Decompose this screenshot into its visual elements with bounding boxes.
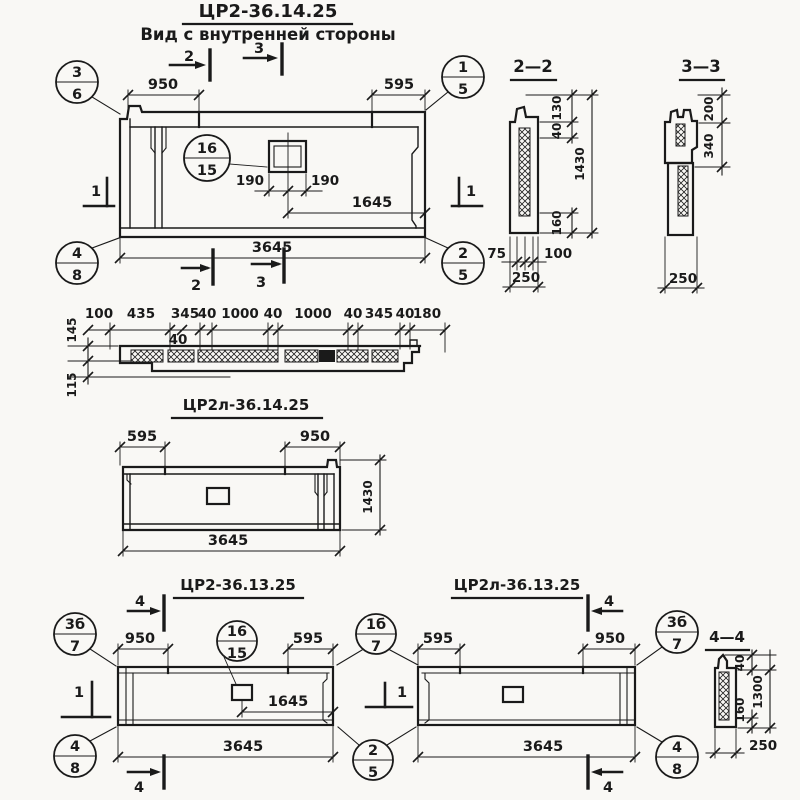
dim-text: 950 xyxy=(594,631,626,647)
balloon-sheet: 7 xyxy=(671,637,683,653)
insulation-hatch xyxy=(719,672,729,720)
balloon-sheet: 8 xyxy=(671,762,683,778)
dim-text: 40 xyxy=(395,306,415,322)
dim-text: 3645 xyxy=(222,739,264,755)
dim-text: 190 xyxy=(311,173,340,189)
main-title: ЦР2-36.14.25 xyxy=(198,1,338,22)
dim-text: 115 xyxy=(65,372,79,398)
dim-text: 100 xyxy=(84,306,114,322)
section-mark-label: 1 xyxy=(396,685,408,701)
dim-text: 1430 xyxy=(361,480,375,514)
balloon-sheet: 15 xyxy=(226,646,248,662)
dim-text: 3645 xyxy=(251,240,293,256)
balloon-number: 2 xyxy=(367,743,379,759)
section-mark-label: 1 xyxy=(73,685,85,701)
balloon-number: 4 xyxy=(71,246,83,262)
section-mark-label: 4 xyxy=(603,594,615,610)
dim-text: 40 xyxy=(343,306,363,322)
section-mark-label: 4 xyxy=(134,594,146,610)
section-title: 3—3 xyxy=(681,57,721,76)
section-mark-label: 3 xyxy=(255,275,267,291)
view-title: ЦР2л-36.13.25 xyxy=(453,576,581,594)
dim-text: 250 xyxy=(668,271,698,287)
balloon-sheet: 15 xyxy=(196,163,218,179)
balloon-sheet: 8 xyxy=(69,761,81,777)
view-title: ЦР2-36.13.25 xyxy=(180,576,296,594)
section-mark-label: 2 xyxy=(190,278,202,294)
dim-text: 190 xyxy=(235,173,264,189)
balloon-sheet: 5 xyxy=(457,82,469,98)
balloon-number: 3 xyxy=(71,65,83,81)
dim-text: 345 xyxy=(170,306,200,322)
dim-text: 1000 xyxy=(294,306,332,322)
solid-insert xyxy=(319,350,335,362)
balloon-sheet: 7 xyxy=(370,639,382,655)
dim-text: 1000 xyxy=(221,306,259,322)
view-title: ЦР2л-36.14.25 xyxy=(182,396,310,414)
dim-text: 595 xyxy=(383,77,415,93)
dim-text: 3645 xyxy=(207,533,249,549)
insulation-hatch xyxy=(519,128,530,216)
section-title: 4—4 xyxy=(709,628,745,646)
balloon-number: 4 xyxy=(671,740,683,756)
dim-text: 595 xyxy=(422,631,454,647)
dim-text: 950 xyxy=(299,429,331,445)
dim-text: 160 xyxy=(550,210,564,236)
dim-text: 595 xyxy=(292,631,324,647)
balloon-sheet: 6 xyxy=(71,87,83,103)
dim-text: 345 xyxy=(364,306,394,322)
dim-text: 340 xyxy=(702,133,716,159)
section-mark-label: 3 xyxy=(253,41,265,57)
balloon-number: 16 xyxy=(196,141,218,157)
balloon-sheet: 5 xyxy=(367,765,379,781)
dim-text: 1645 xyxy=(351,195,393,211)
balloon-sheet: 5 xyxy=(457,268,469,284)
balloon-number: 2 xyxy=(457,246,469,262)
section-mark-label: 4 xyxy=(133,780,145,796)
dim-text: 75 xyxy=(487,246,506,262)
dim-text: 40 xyxy=(197,306,217,322)
dim-text: 40 xyxy=(263,306,283,322)
balloon-sheet: 7 xyxy=(69,639,81,655)
dim-text: 100 xyxy=(544,246,573,262)
insulation-hatch-lower xyxy=(678,166,688,216)
dim-text: 950 xyxy=(147,77,179,93)
section-mark-label: 1 xyxy=(90,184,102,200)
dim-text: 3645 xyxy=(522,739,564,755)
dim-text: 40 xyxy=(733,654,747,672)
dim-text: 250 xyxy=(749,738,778,754)
insulation-hatch-upper xyxy=(676,124,685,146)
dim-text-sub: 40 xyxy=(168,332,188,348)
dim-text: 160 xyxy=(733,697,747,723)
section-mark-label: 1 xyxy=(465,184,477,200)
balloon-number: 16 xyxy=(226,624,248,640)
dim-text: 595 xyxy=(126,429,158,445)
balloon-number: 3б xyxy=(64,617,86,633)
dim-text: 435 xyxy=(126,306,156,322)
dim-text: 1300 xyxy=(751,675,765,709)
section-mark-label: 4 xyxy=(602,780,614,796)
balloon-number: 1 xyxy=(457,60,469,76)
section-mark-label: 2 xyxy=(183,49,195,65)
dim-text: 40 xyxy=(550,122,564,140)
dim-text: 1430 xyxy=(573,147,587,181)
balloon-number: 3б xyxy=(666,615,688,631)
dim-text: 180 xyxy=(412,306,442,322)
balloon-sheet: 8 xyxy=(71,268,83,284)
balloon-number: 1б xyxy=(365,617,387,633)
dim-text: 950 xyxy=(124,631,156,647)
dim-text: 130 xyxy=(550,95,564,121)
section-title: 2—2 xyxy=(513,57,553,76)
dim-text: 200 xyxy=(702,96,716,122)
dim-text: 250 xyxy=(511,270,541,286)
dim-text: 1645 xyxy=(267,694,309,710)
main-subtitle: Вид с внутренней стороны xyxy=(140,25,396,44)
balloon-number: 4 xyxy=(69,739,81,755)
dim-text: 145 xyxy=(65,317,79,343)
